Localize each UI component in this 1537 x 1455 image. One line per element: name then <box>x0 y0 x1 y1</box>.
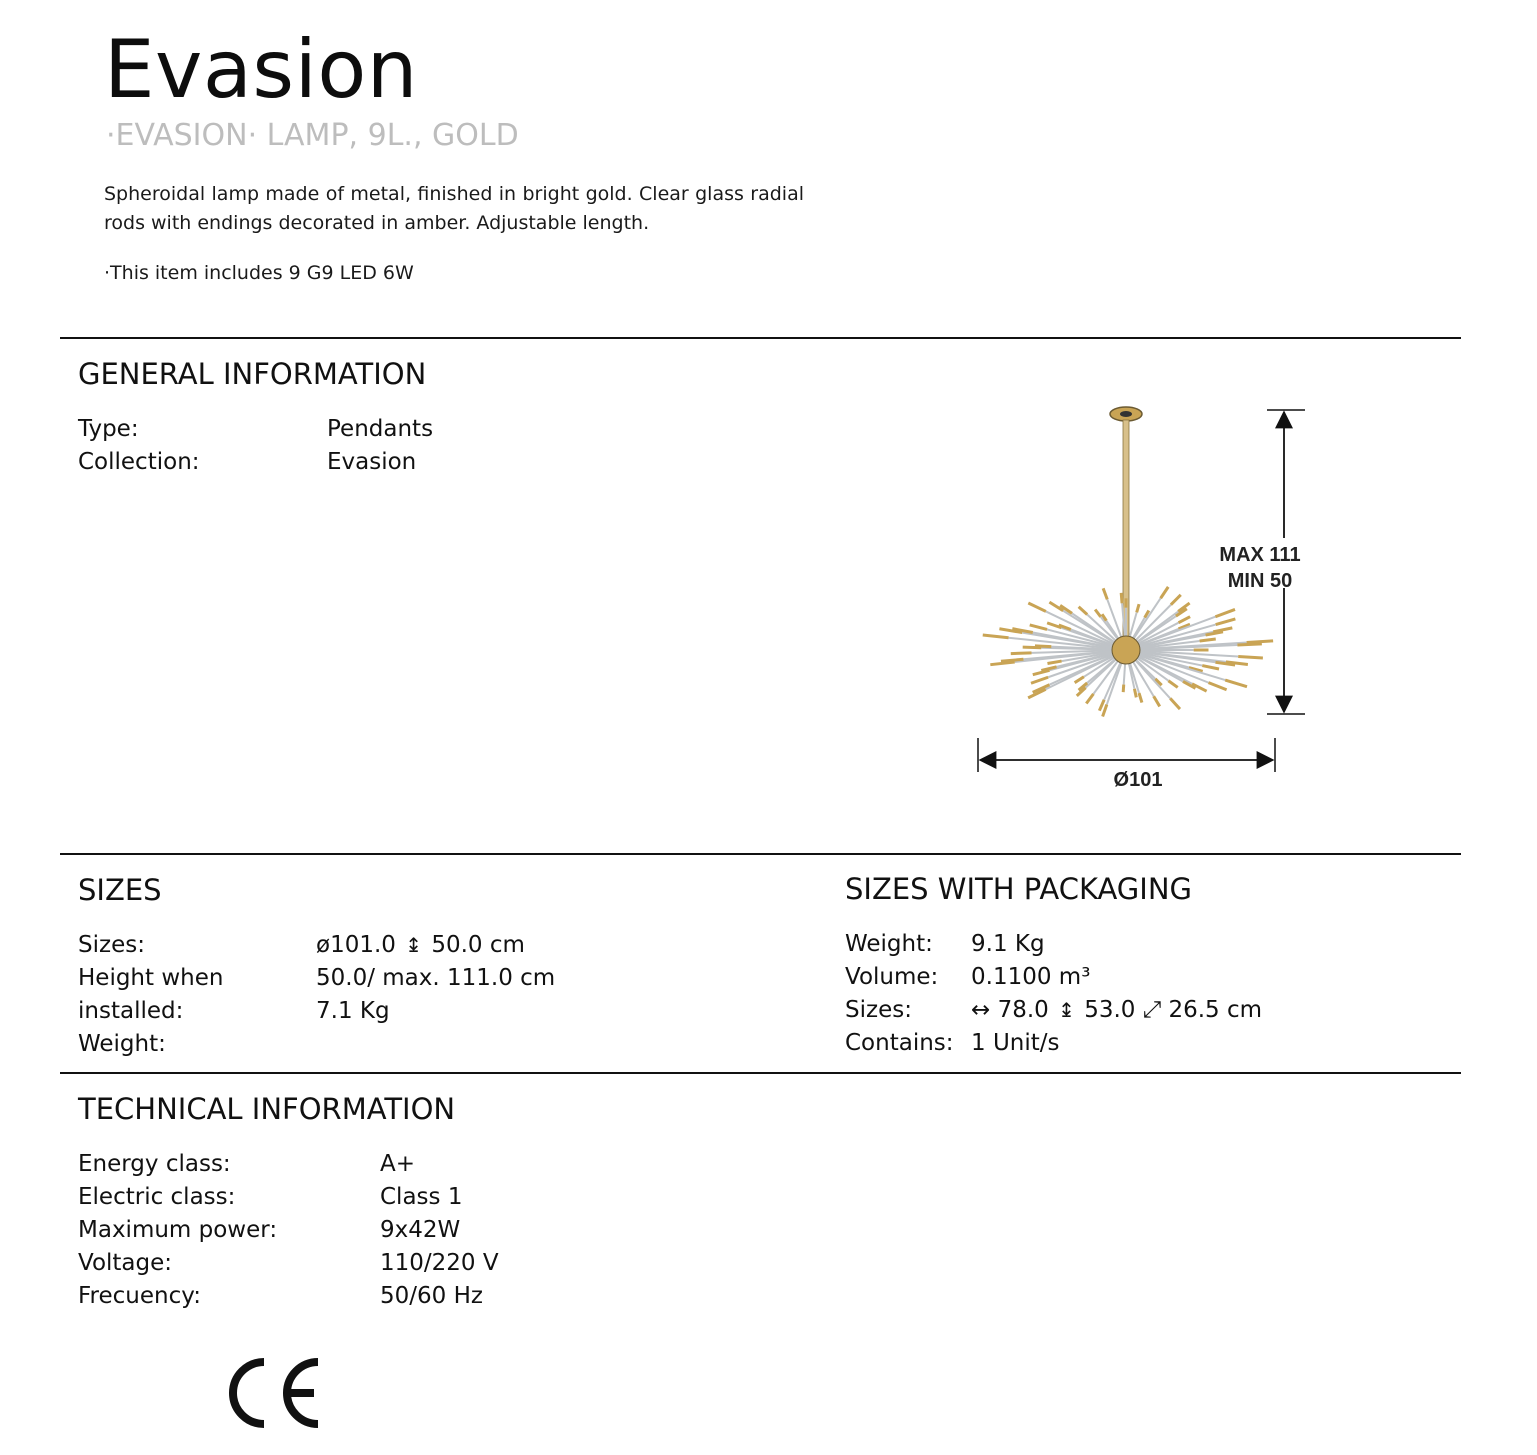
gold-tip <box>1179 617 1191 623</box>
gold-tip <box>1170 698 1180 709</box>
gold-tip <box>1134 689 1136 698</box>
lamp-hub <box>1112 636 1140 664</box>
divider <box>60 853 1461 855</box>
gold-tip <box>1225 680 1247 687</box>
diameter-dimension <box>978 738 1275 791</box>
gold-tip <box>1238 657 1263 658</box>
height-installed-value: 50.0/ max. 111.0 cm <box>316 965 556 991</box>
height-max-label: MAX 111 <box>1219 544 1301 566</box>
type-label: Type: <box>78 416 139 442</box>
gold-tip <box>1202 666 1219 669</box>
gold-tip <box>1030 625 1047 630</box>
gold-tip <box>1139 693 1142 702</box>
horizontal-arrow-icon: ↔ <box>971 997 991 1023</box>
general-info-table <box>78 413 578 483</box>
gold-tip <box>1103 588 1107 599</box>
height-when-label: Height when <box>78 965 224 991</box>
gold-tip <box>1035 646 1051 647</box>
frequency-value: 50/60 Hz <box>380 1283 483 1309</box>
general-info-heading: GENERAL INFORMATION <box>78 357 427 391</box>
type-value: Pendants <box>327 416 434 442</box>
gold-tip <box>1137 604 1139 612</box>
product-dimension-drawing <box>960 398 1320 798</box>
electric-class-label: Electric class: <box>78 1184 236 1210</box>
packaging-width: 78.0 <box>997 997 1049 1023</box>
packaging-contains-label: Contains: <box>845 1030 954 1056</box>
divider <box>60 1072 1461 1074</box>
vertical-arrow-icon: ↨ <box>405 933 422 957</box>
gold-tip <box>1031 677 1048 683</box>
gold-tip <box>1154 696 1160 706</box>
height-value: 50.0 cm <box>431 932 525 958</box>
frequency-label: Frecuency: <box>78 1283 201 1309</box>
ce-mark-icon <box>226 1354 324 1432</box>
maximum-power-value: 9x42W <box>380 1217 461 1243</box>
gold-tip <box>1103 705 1107 717</box>
packaging-volume-label: Volume: <box>845 964 939 990</box>
height-min-label: MIN 50 <box>1227 570 1293 592</box>
maximum-power-label: Maximum power: <box>78 1217 278 1243</box>
packaging-depth: 26.5 cm <box>1168 997 1263 1023</box>
sizes-heading: SIZES <box>78 873 162 907</box>
gold-tip <box>1216 619 1236 625</box>
gold-tip <box>1200 639 1216 641</box>
weight-label: Weight: <box>78 1031 166 1057</box>
gold-tip <box>1011 653 1032 654</box>
diameter-value: ø101.0 <box>316 932 396 958</box>
product-subtitle: ·EVASION· LAMP, 9L., GOLD <box>106 118 519 153</box>
product-description: Spheroidal lamp made of metal, finished in bright gold. Clear glass radial rods with endings decorated in amber. Adjustable length. <box>104 183 804 234</box>
gold-tip <box>1075 677 1084 683</box>
packaging-heading: SIZES WITH PACKAGING <box>845 872 1192 906</box>
gold-tip <box>1161 587 1169 598</box>
diameter-label: Ø101 <box>1113 769 1163 791</box>
sizes-value <box>316 929 525 962</box>
vertical-arrow-icon: ↨ <box>1058 998 1075 1022</box>
sizes-table <box>78 929 778 1064</box>
height-dimension <box>1219 410 1305 714</box>
energy-class-value: A+ <box>380 1151 416 1177</box>
collection-label: Collection: <box>78 449 200 475</box>
gold-tip <box>1033 670 1050 674</box>
packaging-table <box>845 928 1445 1063</box>
collection-value: Evasion <box>327 449 417 475</box>
voltage-value: 110/220 V <box>380 1250 499 1276</box>
gold-tip <box>1047 661 1061 663</box>
gold-tip <box>1123 685 1124 693</box>
packaging-contains-value: 1 Unit/s <box>971 1030 1060 1056</box>
packaging-weight-value: 9.1 Kg <box>971 931 1045 957</box>
sizes-label: Sizes: <box>78 932 145 958</box>
installed-label: installed: <box>78 998 184 1024</box>
gold-tip <box>1237 644 1261 645</box>
electric-class-value: Class 1 <box>380 1184 463 1210</box>
diagonal-arrow-icon: ⤢ <box>1142 997 1162 1023</box>
voltage-label: Voltage: <box>78 1250 173 1276</box>
gold-tip <box>983 635 1009 638</box>
weight-value: 7.1 Kg <box>316 998 390 1024</box>
energy-class-label: Energy class: <box>78 1151 231 1177</box>
gold-tip <box>1121 593 1122 603</box>
gold-tip <box>1209 683 1227 690</box>
gold-tip <box>1168 681 1177 688</box>
gold-tip <box>1028 603 1046 611</box>
packaging-volume-value: 0.1100 m³ <box>971 964 1091 990</box>
packaging-weight-label: Weight: <box>845 931 933 957</box>
packaging-height: 53.0 <box>1084 997 1136 1023</box>
technical-info-table <box>78 1148 678 1318</box>
included-bulbs-note: ·This item includes 9 G9 LED 6W <box>104 262 414 284</box>
gold-tip <box>1086 694 1093 704</box>
gold-tip <box>1079 607 1088 615</box>
gold-tip <box>1171 595 1181 605</box>
gold-tip <box>1247 641 1273 643</box>
gold-tip <box>1095 610 1101 617</box>
product-title: Evasion <box>104 23 418 116</box>
packaging-sizes-value <box>971 994 1262 1027</box>
gold-tip <box>1099 700 1104 711</box>
packaging-sizes-label: Sizes: <box>845 997 912 1023</box>
gold-tip <box>1215 609 1235 616</box>
technical-info-heading: TECHNICAL INFORMATION <box>78 1092 456 1126</box>
gold-tip <box>1001 659 1024 661</box>
divider <box>60 337 1461 339</box>
